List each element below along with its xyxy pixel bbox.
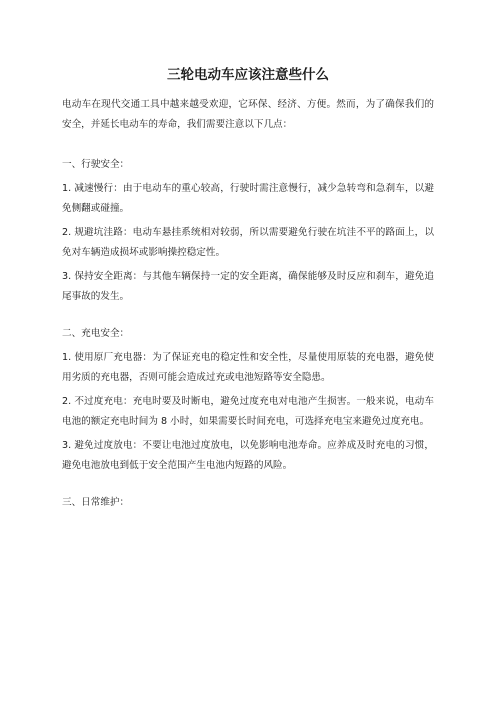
page-title: 三轮电动车应该注意些什么 [167, 67, 329, 83]
spacer [62, 307, 434, 324]
list-item: 1. 减速慢行：由于电动车的重心较高，行驶时需注意慢行，减少急转弯和急刹车，以避免侧翻或碰撞。 [62, 183, 434, 214]
section-heading: 二、充电安全： [62, 328, 130, 339]
section-daily-maintenance [62, 493, 434, 513]
list-item: 3. 避免过度放电：不要让电池过度放电，以免影响电池寿命。应养成及时充电的习惯，避免电池放电到低于安全范围产生电池内短路的风险。 [62, 440, 434, 471]
section-heading: 一、行驶安全： [62, 159, 130, 170]
spacer [62, 135, 434, 155]
list-item: 2. 不过度充电：充电时要及时断电，避免过度充电对电池产生损害。一般来说，电动车电池的额定充电时间为 8 小时，如果需要长时间充电，可选择充电宝来避免过度充电。 [62, 396, 434, 427]
intro-paragraph: 电动车在现代交通工具中越来越受欢迎，它环保、经济、方便。然而，为了确保我们的安全，并延长电动车的寿命，我们需要注意以下几点： [62, 99, 434, 130]
section-charging-safety [62, 324, 434, 476]
spacer [62, 476, 434, 493]
list-item: 1. 使用原厂充电器：为了保证充电的稳定性和安全性，尽量使用原装的充电器，避免使用劣质的充电器，否则可能会造成过充或电池短路等安全隐患。 [62, 352, 434, 383]
list-item: 2. 规避坑洼路：电动车悬挂系统相对较弱，所以需要避免行驶在坑洼不平的路面上，以免对车辆造成损坏或影响操控稳定性。 [62, 227, 434, 258]
list-item: 3. 保持安全距离：与其他车辆保持一定的安全距离，确保能够及时反应和刹车，避免追尾事故的发生。 [62, 271, 434, 302]
section-driving-safety [62, 155, 434, 307]
section-heading: 三、日常维护： [62, 497, 130, 508]
